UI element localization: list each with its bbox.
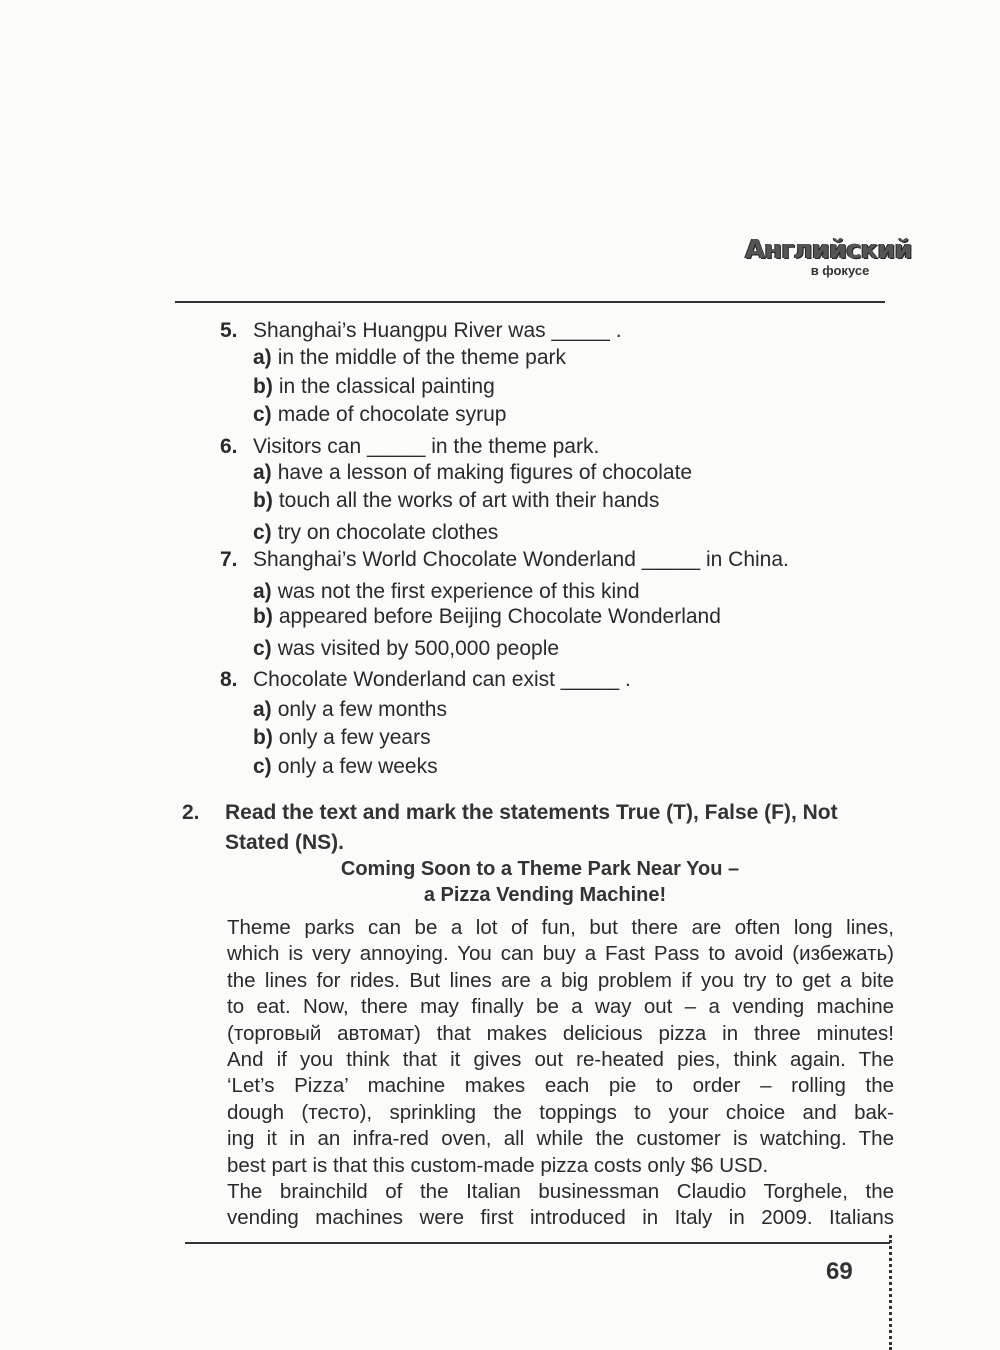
answer-option — [253, 723, 431, 752]
option-text: in the middle of the theme park — [277, 346, 567, 369]
answer-option — [253, 343, 566, 372]
option-text: appeared before Beijing Chocolate Wonderland — [278, 605, 721, 628]
question-stem — [220, 665, 631, 694]
option-letter: a) — [253, 580, 272, 603]
page-number: 69 — [826, 1258, 853, 1285]
article-line: (торговый автомат) that makes delicious pizza in three minutes! — [227, 1021, 894, 1045]
top-divider — [175, 301, 885, 303]
option-text: only a few years — [278, 726, 431, 749]
question-text: Shanghai’s World Chocolate Wonderland _____ in China. — [253, 548, 789, 571]
option-text: in the classical painting — [278, 375, 495, 398]
logo-title: Английский — [745, 235, 912, 265]
answer-option — [253, 634, 559, 663]
option-letter: b) — [253, 605, 273, 628]
answer-option — [253, 518, 498, 547]
question-text: Shanghai’s Huangpu River was _____ . — [253, 319, 622, 342]
answer-option — [253, 486, 659, 515]
article-line: to eat. Now, there may finally be a way out – a vending machine — [227, 995, 894, 1019]
question-stem — [220, 316, 622, 345]
article-line: ing it in an infra-red oven, all while the customer is watching. The — [227, 1127, 894, 1151]
article-title-line-1: Coming Soon to a Theme Park Near You – — [340, 858, 740, 880]
question-number: 7. — [220, 548, 238, 571]
option-text: only a few months — [277, 698, 447, 721]
option-letter: b) — [253, 489, 273, 512]
answer-option — [253, 372, 495, 401]
article-body — [227, 915, 894, 1232]
question-text: Visitors can _____ in the theme park. — [253, 435, 600, 458]
option-letter: a) — [253, 346, 272, 369]
option-letter: c) — [253, 755, 272, 778]
question-stem — [220, 432, 599, 461]
option-text: made of chocolate syrup — [277, 403, 507, 426]
article-line: ‘Let’s Pizza’ machine makes each pie to order – rolling the — [227, 1074, 894, 1098]
article-line: which is very annoying. You can buy a Fast Pass to avoid (избежать) — [227, 942, 894, 966]
article-line: vending machines were first introduced in Italy in 2009. Italians — [227, 1206, 894, 1230]
task-text: Read the text and mark the statements True (T), False (F), Not Stated (NS). — [225, 801, 838, 854]
task-2-instruction — [182, 798, 894, 858]
answer-option — [253, 458, 692, 487]
article-title-line-2: a Pizza Vending Machine! — [423, 884, 667, 906]
question-stem — [220, 545, 789, 574]
article-line: Theme parks can be a lot of fun, but there are often long lines, — [227, 916, 894, 939]
textbook-logo — [745, 235, 912, 278]
article-line: And if you think that it gives out re-heated pies, think again. The — [227, 1048, 894, 1072]
option-text: only a few weeks — [277, 755, 438, 778]
question-text: Chocolate Wonderland can exist _____ . — [253, 668, 631, 691]
option-text: try on chocolate clothes — [277, 521, 499, 544]
option-letter: a) — [253, 461, 272, 484]
option-letter: b) — [253, 726, 273, 749]
dotted-cut-line — [889, 1235, 892, 1350]
option-letter: a) — [253, 698, 272, 721]
option-text: have a lesson of making figures of chocolate — [277, 461, 693, 484]
article-line: The brainchild of the Italian businessman Claudio Torghele, the — [227, 1180, 894, 1204]
answer-option — [253, 752, 438, 781]
task-number: 2. — [182, 801, 200, 824]
option-letter: c) — [253, 637, 272, 660]
option-text: was not the first experience of this kind — [277, 580, 640, 603]
question-number: 8. — [220, 668, 238, 691]
article-line: best part is that this custom-made pizza costs only $6 USD. — [227, 1153, 769, 1177]
option-text: was visited by 500,000 people — [277, 637, 560, 660]
option-text: touch all the works of art with their hands — [278, 489, 660, 512]
option-letter: c) — [253, 403, 272, 426]
bottom-divider — [185, 1242, 890, 1244]
answer-option — [253, 400, 506, 429]
option-letter: c) — [253, 521, 272, 544]
answer-option — [253, 695, 447, 724]
article-line: the lines for rides. But lines are a big problem if you try to get a bite — [227, 968, 894, 992]
answer-option — [253, 602, 721, 631]
question-number: 6. — [220, 435, 238, 458]
logo-subtitle: в фокусе — [810, 263, 870, 278]
article-line: dough (тесто), sprinkling the toppings to your choice and bak- — [227, 1100, 894, 1124]
question-number: 5. — [220, 319, 238, 342]
option-letter: b) — [253, 375, 273, 398]
